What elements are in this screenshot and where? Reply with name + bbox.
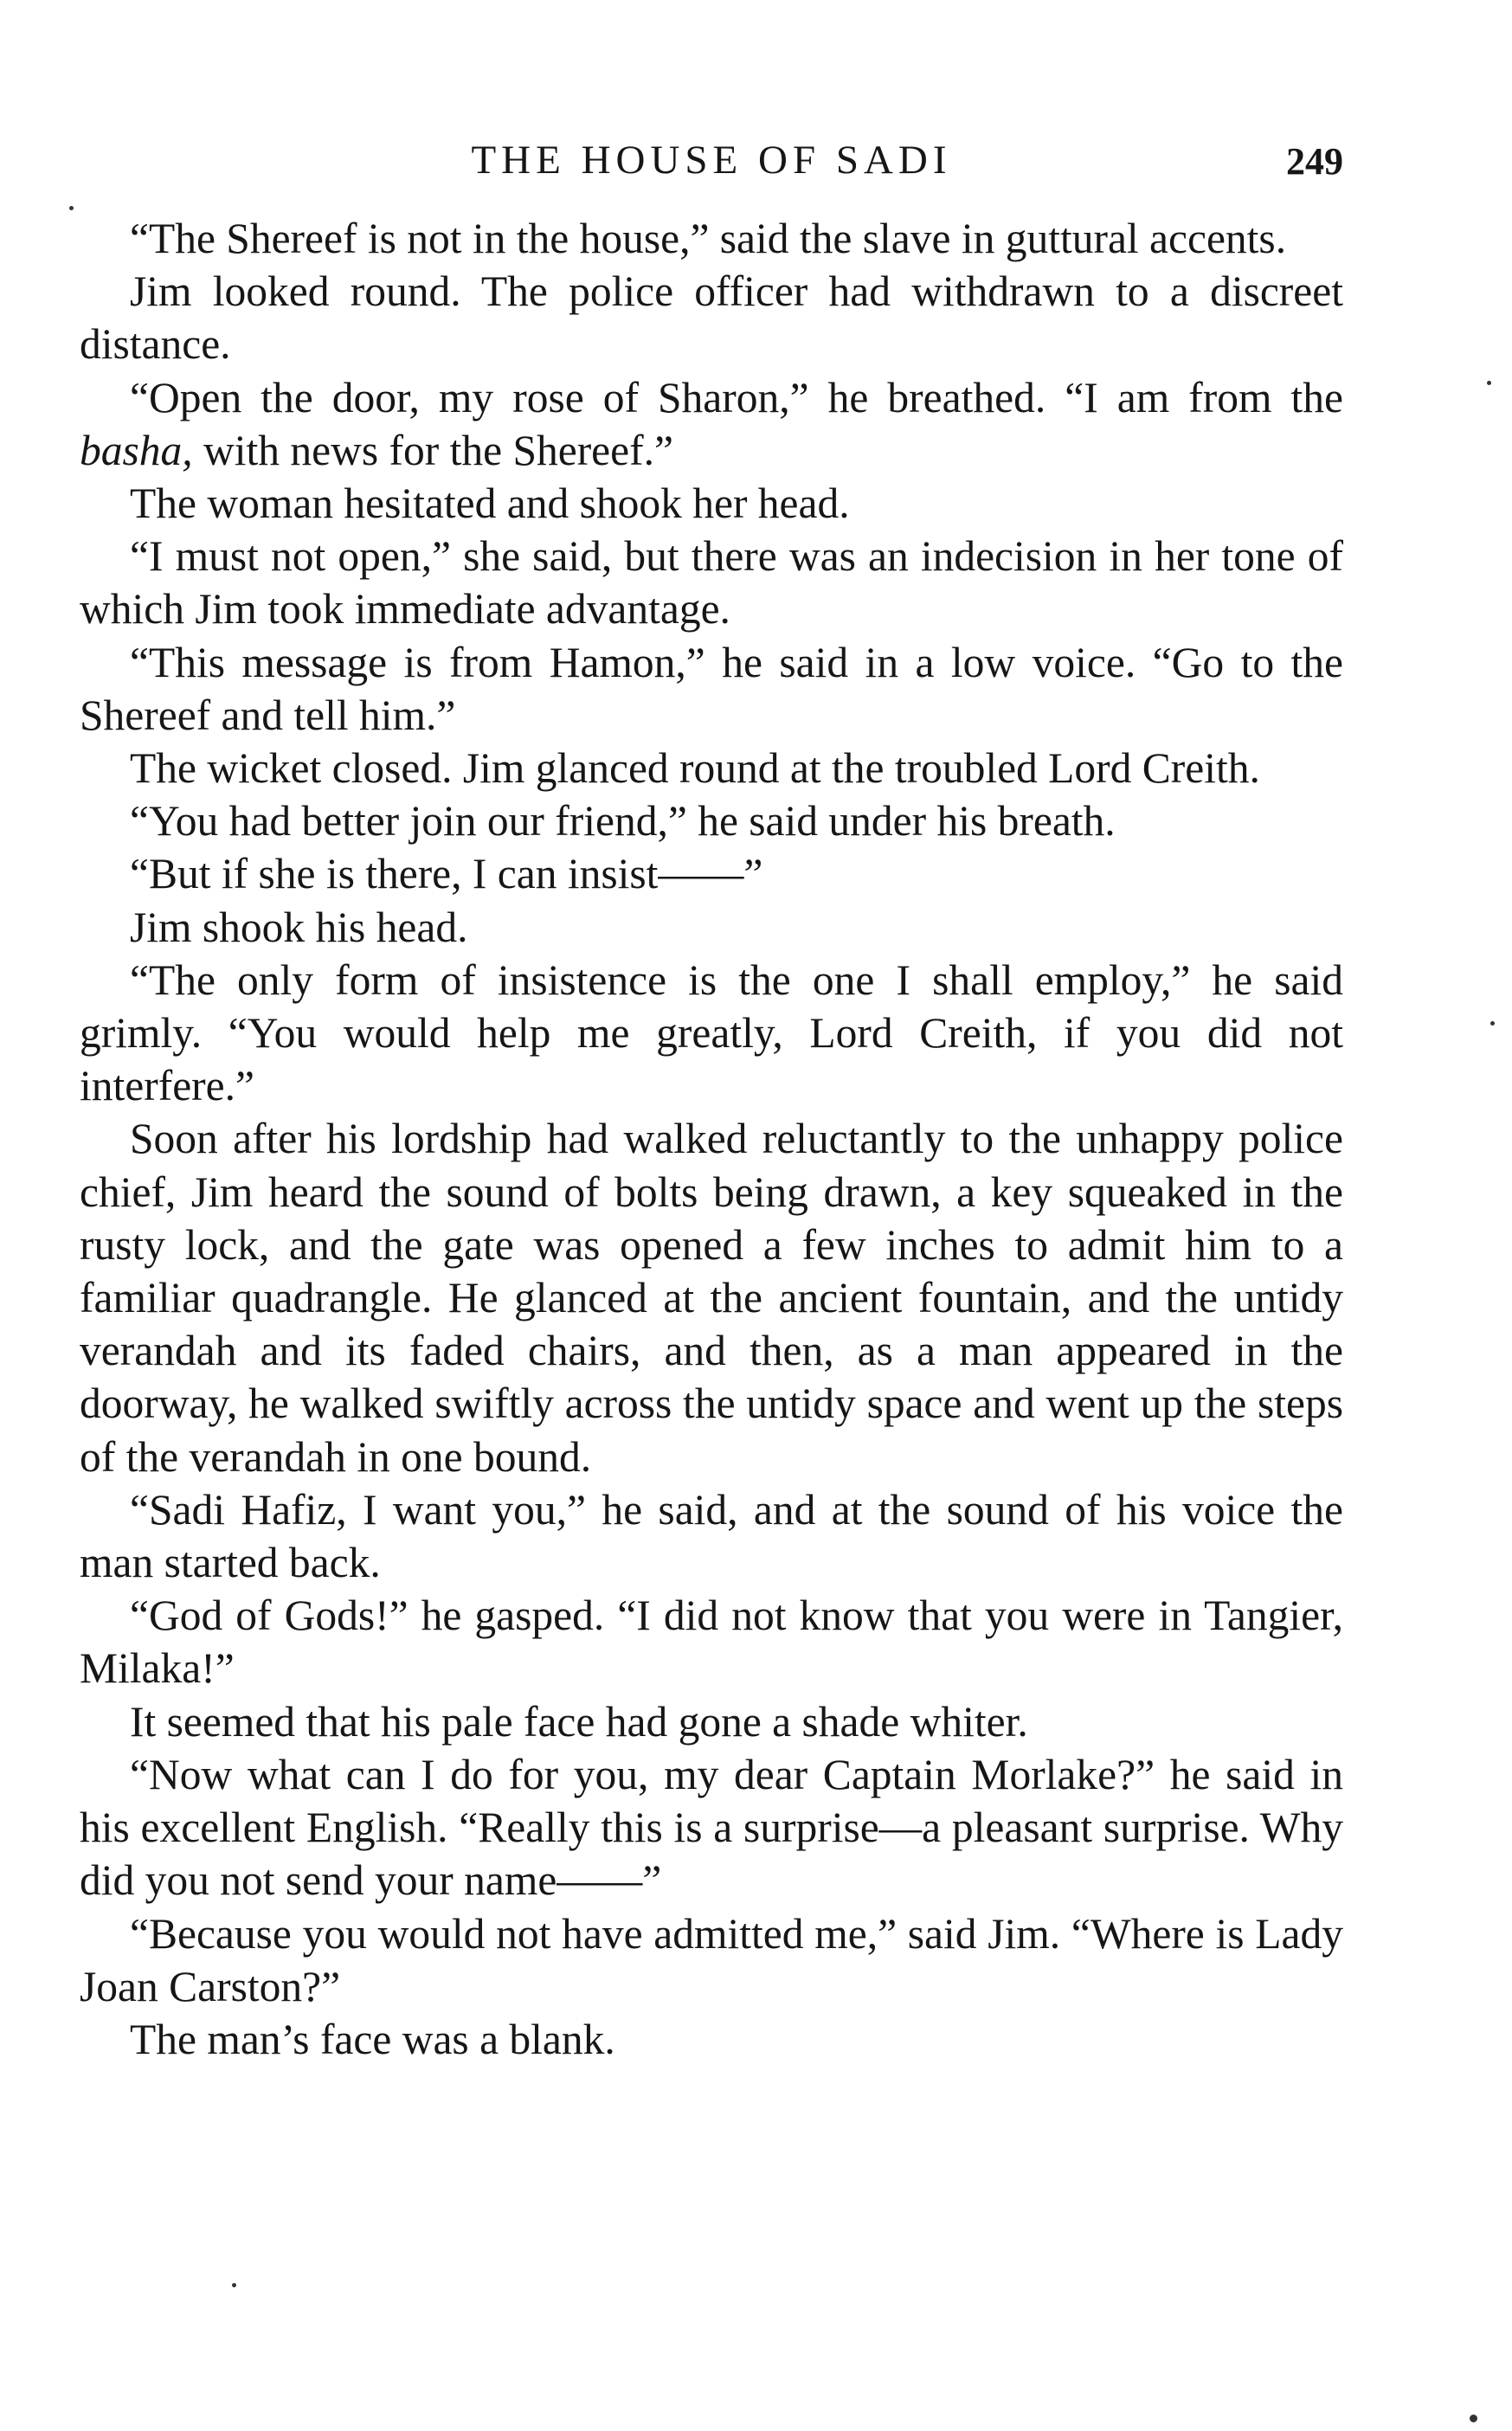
body-text	[80, 212, 1343, 2066]
paragraph: “But if she is there, I can insist——”	[130, 850, 763, 898]
paragraph: “Sadi Hafiz, I want you,” he said, and at the sound of his voice the man started back.	[80, 1485, 1343, 1587]
scan-speck	[1487, 381, 1491, 385]
scan-speck	[1470, 2415, 1477, 2422]
paragraph-text: with news for the Shereef.”	[192, 426, 673, 474]
running-header	[80, 130, 1343, 190]
paragraph-text: “Open the door, my rose of Sharon,” he breathed. “I am from the	[130, 373, 1343, 421]
paragraph: “I must not open,” she said, but there was an indecision in her tone of which Jim took immediate advantage.	[80, 532, 1343, 633]
paragraph: The man’s face was a blank.	[130, 2015, 615, 2063]
paragraph: “God of Gods!” he gasped. “I did not know that you were in Tangier, Milaka!”	[80, 1592, 1343, 1693]
paragraph: It seemed that his pale face had gone a shade whiter.	[130, 1697, 1028, 1746]
paragraph: “Because you would not have admitted me,” said Jim. “Where is Lady Joan Carston?”	[80, 1909, 1343, 2010]
scan-speck	[232, 2283, 236, 2287]
paragraph	[80, 371, 1343, 477]
paragraph: The wicket closed. Jim glanced round at the troubled Lord Creith.	[130, 744, 1260, 793]
paragraph: “This message is from Hamon,” he said in a low voice. “Go to the Shereef and tell him.”	[80, 638, 1343, 739]
paragraph: Jim looked round. The police officer had withdrawn to a discreet distance.	[80, 267, 1343, 369]
paragraph: Jim shook his head.	[130, 903, 468, 951]
running-title: THE HOUSE OF SADI	[471, 138, 952, 183]
page-number: 249	[1286, 140, 1343, 183]
paragraph: “Now what can I do for you, my dear Captain Morlake?” he said in his excellent English. “Really this is a surprise—a pleasant surprise. Why did you not send your name——”	[80, 1750, 1343, 1905]
paragraph: “The only form of insistence is the one I shall employ,” he said grimly. “You would help me greatly, Lord Creith, if you did not interfere.”	[80, 955, 1343, 1110]
scan-speck	[69, 206, 74, 210]
paragraph: Soon after his lordship had walked reluctantly to the unhappy police chief, Jim heard the sound of bolts being drawn, a key squeaked in the rusty lock, and the gate was opened a few inches to admit him to a familiar quadrangle. He glanced at the ancient fountain, and the untidy verandah and its faded chairs, and then, as a man appeared in the doorway, he walked swiftly across the untidy space and went up the steps of the verandah in one bound.	[80, 1115, 1343, 1481]
paragraph: “You had better join our friend,” he said under his breath.	[130, 797, 1116, 846]
paragraph: “The Shereef is not in the house,” said the slave in guttural accents.	[130, 215, 1287, 262]
scan-speck	[1490, 1021, 1495, 1026]
paragraph: The woman hesitated and shook her head.	[130, 479, 850, 528]
italic-word: basha,	[80, 426, 193, 474]
